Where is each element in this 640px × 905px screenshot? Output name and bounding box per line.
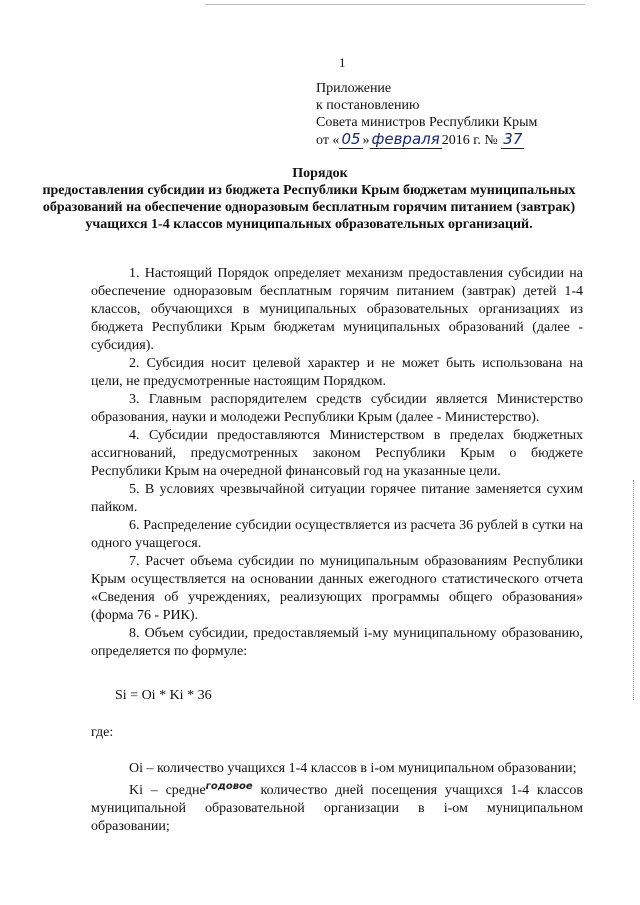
stamped-insert: годовое	[205, 781, 253, 792]
date-prefix: от «	[316, 133, 340, 148]
appendix-date-line	[316, 131, 537, 149]
definition-ki-end: количество дней посещения учащихся 1-4 классов муниципальной образовательной организации в i-ом муниципальном образовании;	[91, 783, 583, 834]
title-heading: Порядок	[292, 166, 348, 181]
document-title	[0, 165, 640, 233]
scan-edge-marks	[633, 480, 638, 700]
page-number: 1	[339, 55, 346, 70]
paragraph-8: 8. Объем субсидии, предоставляемый i-му муниципальному образованию, определяется по формуле:	[91, 626, 583, 659]
document-body	[91, 265, 583, 836]
scan-edge-line	[205, 4, 585, 5]
formula: Si = Oi * Ki * 36	[115, 688, 212, 703]
handwritten-number: 37	[503, 130, 523, 148]
appendix-header	[316, 80, 537, 149]
handwritten-month: февраля	[371, 130, 440, 148]
appendix-line: Совета министров Республики Крым	[316, 115, 538, 130]
definition-ki	[91, 778, 583, 836]
handwritten-day: 05	[341, 130, 361, 148]
paragraph-1: 1. Настоящий Порядок определяет механизм предоставления субсидии на обеспечение одноразовым бесплатным горячим питанием (завтрак) детей 1-4 классов, обучающихся в муниципальных образовательных организациях из бюджета Республики Крым бюджетам муниципальных образований (далее - субсидия).	[91, 266, 583, 353]
paragraph-5: 5. В условиях чрезвычайной ситуации горячее питание заменяется сухим пайком.	[91, 482, 583, 515]
date-year: 2016 г. №	[441, 133, 498, 148]
appendix-line: к постановлению	[316, 98, 420, 113]
paragraph-4: 4. Субсидии предоставляются Министерством в пределах бюджетных ассигнований, предусмотренных законом Республики Крым о бюджете Республики Крым на очередной финансовый год на указанные цели.	[91, 428, 583, 479]
definition-oi: Oi – количество учащихся 1-4 классов в i-ом муниципальном образовании;	[129, 761, 577, 776]
date-mid: »	[362, 133, 370, 148]
paragraph-3: 3. Главным распорядителем средств субсидии является Министерство образования, науки и молодежи Республики Крым (далее - Министерство).	[91, 392, 583, 425]
spacer	[91, 742, 583, 760]
where-label: где:	[91, 725, 114, 740]
paragraph-7: 7. Расчет объема субсидии по муниципальным образованиям Республики Крым осуществляется на основании данных ежегодного статистического отчета «Сведения об учреждениях, реализующих программы общего образования» (форма 76 - РИК).	[91, 554, 583, 623]
definition-ki-start: Ki – средне	[129, 783, 206, 798]
paragraph-6: 6. Распределение субсидии осуществляется из расчета 36 рублей в сутки на одного учащегося.	[91, 518, 583, 551]
paragraph-2: 2. Субсидия носит целевой характер и не может быть использована на цели, не предусмотренные настоящим Порядком.	[91, 356, 583, 389]
appendix-line: Приложение	[316, 81, 392, 96]
title-subtitle: предоставления субсидии из бюджета Республики Крым бюджетам муниципальных образований на обеспечение одноразовым бесплатным горячим питанием (завтрак) учащихся 1-4 классов муниципальных образовательных организаций.	[42, 183, 576, 232]
